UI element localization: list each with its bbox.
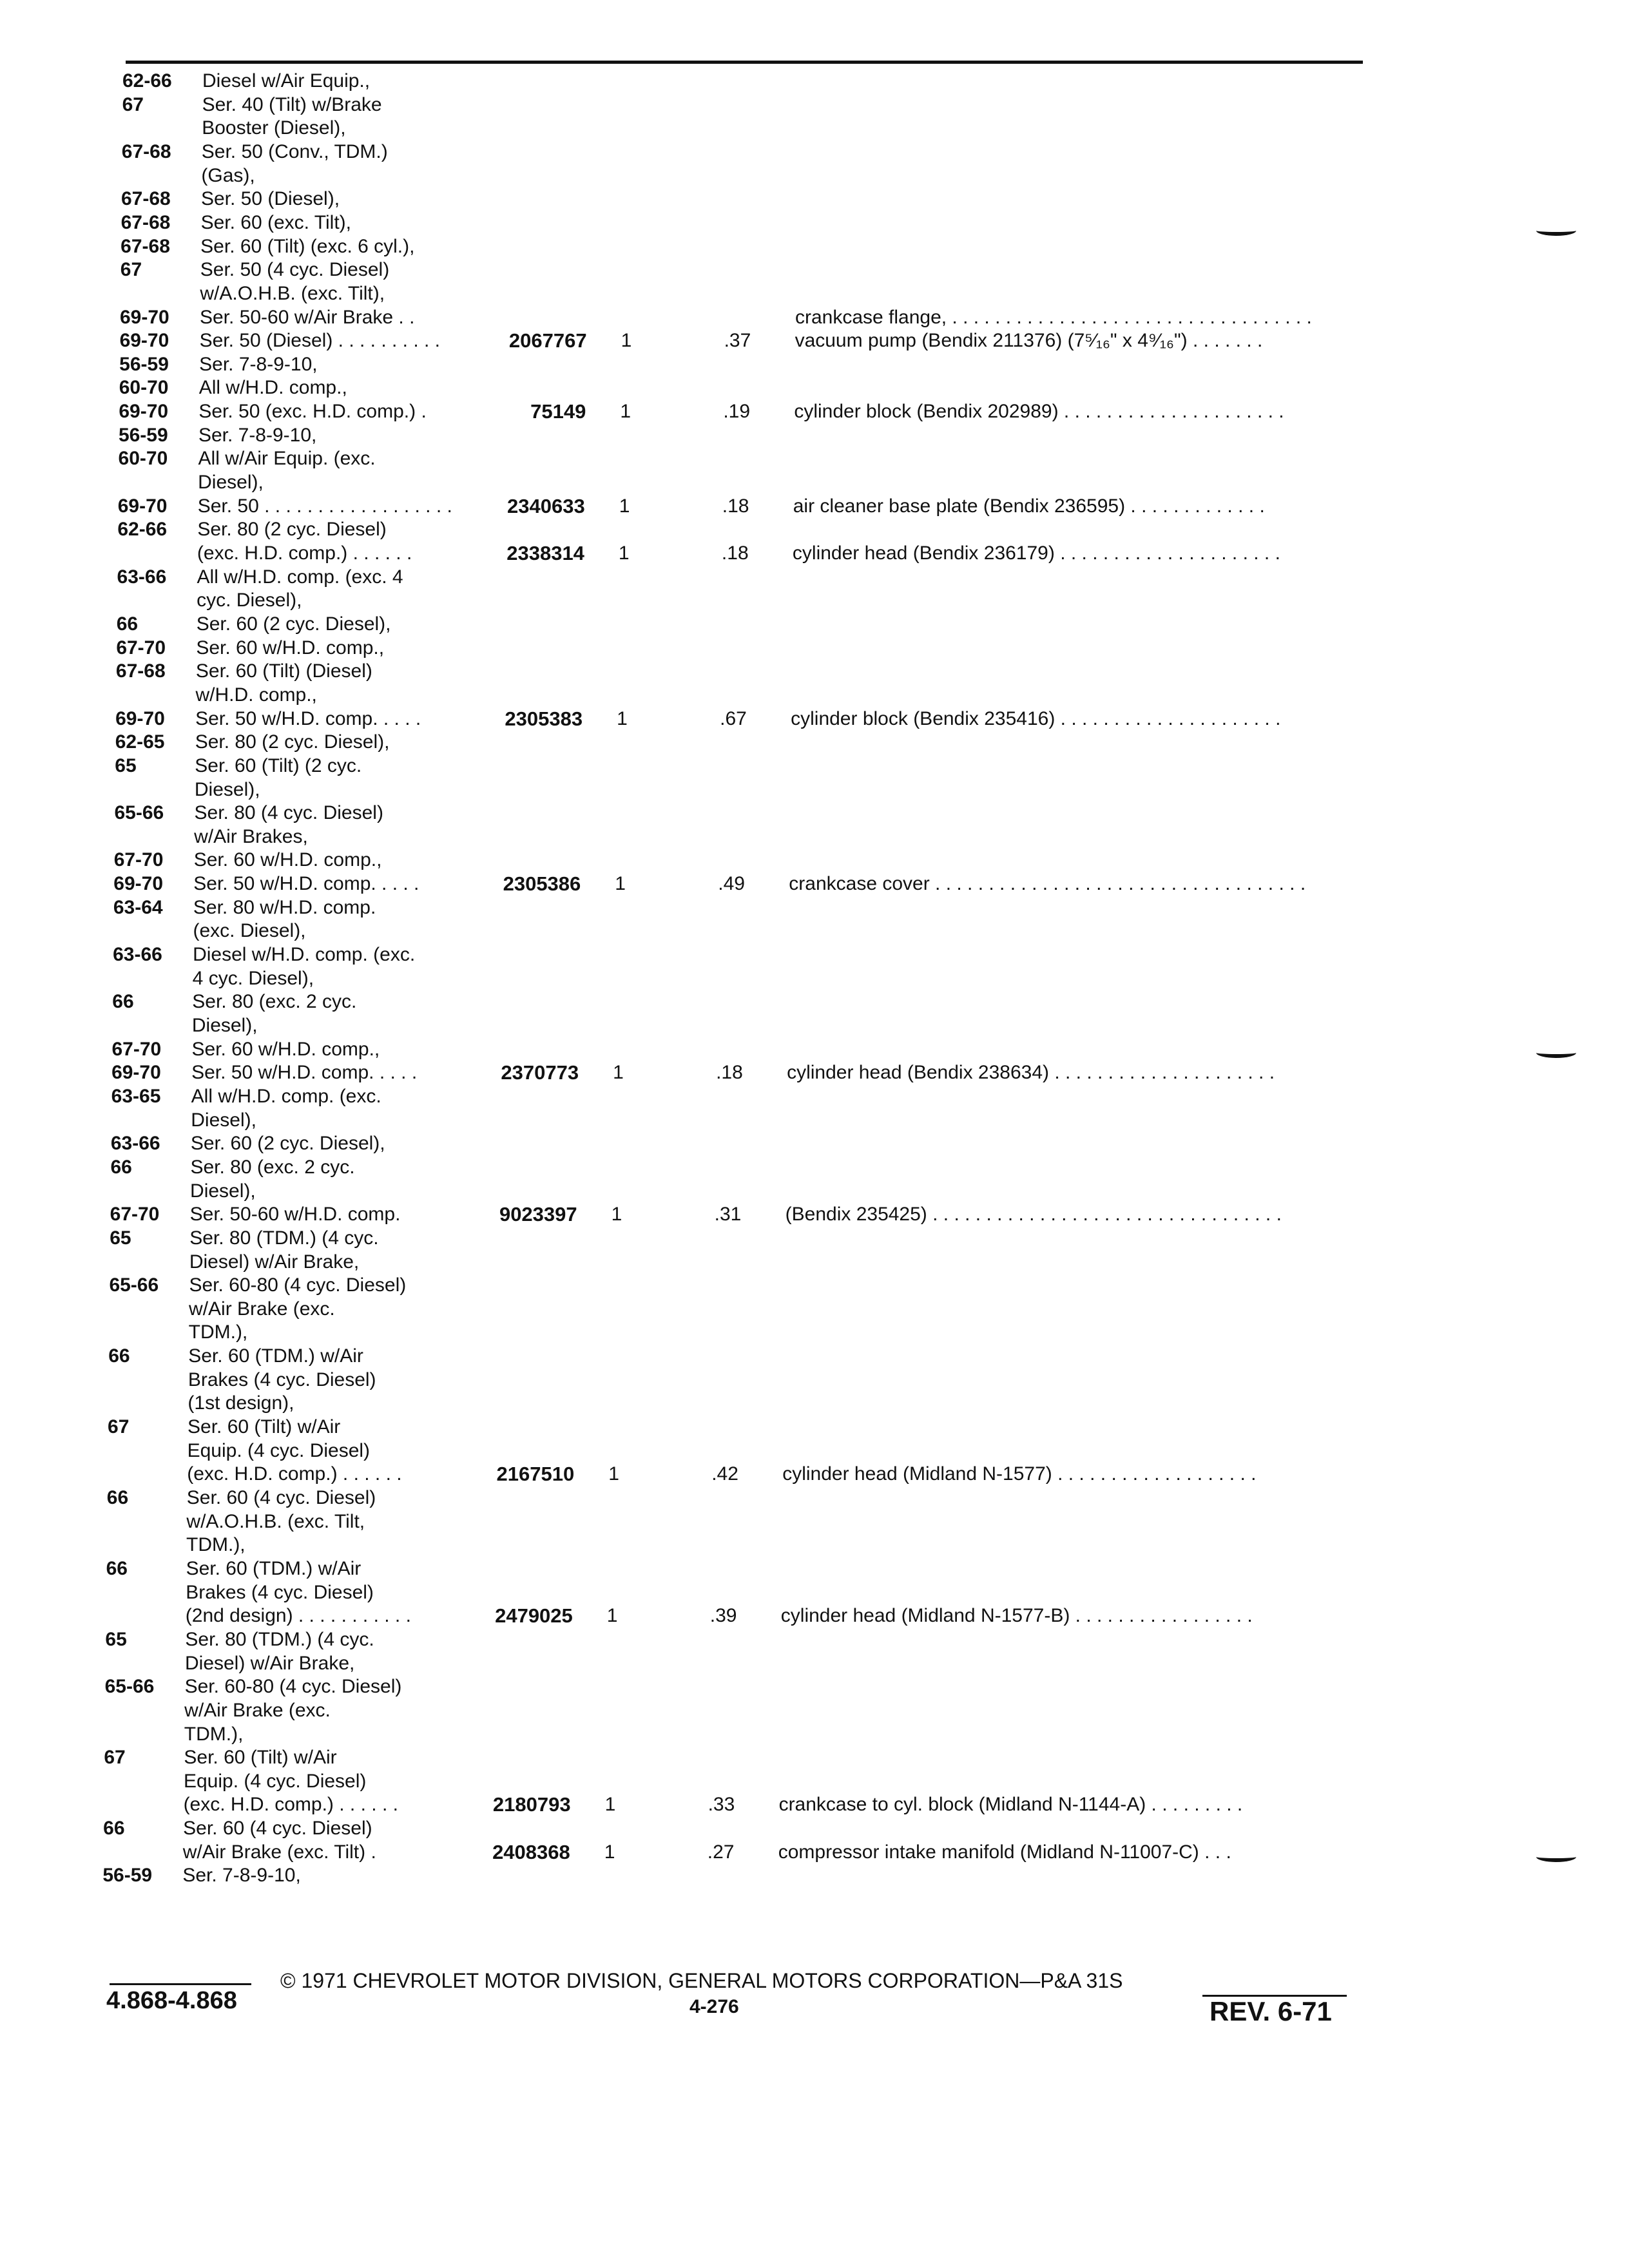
application-text: Ser. 60 w/H.D. comp., (193, 849, 382, 871)
part-number: 2340633 (507, 494, 585, 517)
part-description: air cleaner base plate (Bendix 236595) . . . . . . . . . . . . . (793, 495, 1265, 517)
year-range: 67-70 (110, 1204, 160, 1225)
top-rule (126, 61, 1363, 64)
application-text: Ser. 80 (2 cyc. Diesel), (195, 731, 390, 753)
year-range: 65-66 (109, 1274, 159, 1296)
application-text: Ser. 80 (2 cyc. Diesel) (197, 519, 387, 541)
year-range: 66 (116, 613, 139, 635)
quantity: 1 (613, 1062, 624, 1084)
application-text: w/Air Brakes, (194, 825, 308, 847)
application-text: Ser. 80 w/H.D. comp. (193, 896, 376, 918)
year-range: 69-70 (119, 330, 169, 352)
price: .31 (714, 1204, 742, 1225)
application-text: Ser. 50 (4 cyc. Diesel) (200, 259, 390, 281)
application-text: Ser. 60 (4 cyc. Diesel) (186, 1487, 376, 1508)
part-description: crankcase to cyl. block (Midland N-1144-A) . . . . . . . . . (778, 1794, 1243, 1816)
application-text: Ser. 60 w/H.D. comp., (191, 1038, 380, 1060)
part-description: cylinder head (Bendix 236179) . . . . . . . . . . . . . . . . . . . . . (792, 543, 1280, 564)
application-text: Diesel), (191, 1109, 256, 1131)
application-text: All w/H.D. comp. (exc. 4 (197, 566, 403, 588)
part-number: 2305383 (505, 707, 583, 730)
year-range: 67-68 (120, 235, 170, 257)
application-text: Ser. 7-8-9-10, (198, 424, 317, 446)
quantity: 1 (619, 495, 630, 517)
price: .18 (716, 1062, 743, 1084)
application-text: Ser. 50 (exc. H.D. comp.) . (198, 401, 427, 423)
application-text: Ser. 50 w/H.D. comp. . . . . (191, 1062, 418, 1084)
application-text: Ser. 60 (TDM.) w/Air (188, 1345, 363, 1367)
part-number: 2408368 (492, 1840, 570, 1863)
application-text: Ser. 60 (2 cyc. Diesel), (190, 1133, 385, 1155)
application-text: Ser. 60 (Tilt) (exc. 6 cyl.), (200, 235, 415, 257)
application-text: Ser. 50 (Diesel) . . . . . . . . . . (199, 330, 441, 352)
application-text: Diesel w/H.D. comp. (exc. (193, 944, 416, 966)
part-number: 2067767 (508, 329, 587, 352)
application-text: Ser. 50 w/H.D. comp. . . . . (195, 707, 421, 729)
quantity: 1 (604, 1794, 616, 1816)
year-range: 63-66 (110, 1133, 160, 1155)
application-text: cyc. Diesel), (197, 590, 302, 611)
part-description: cylinder block (Bendix 235416) . . . . . . . . . . . . . . . . . . . . . (791, 707, 1281, 729)
application-text: w/Air Brake (exc. Tilt) . (182, 1841, 376, 1863)
part-number: 2180793 (492, 1793, 571, 1816)
part-number: 2305386 (503, 872, 581, 896)
part-description: cylinder head (Bendix 238634) . . . . . . . . . . . . . . . . . . . . . (787, 1062, 1275, 1084)
application-text: Ser. 50 w/H.D. comp. . . . . (193, 873, 419, 895)
year-range: 62-65 (115, 731, 165, 753)
year-range: 62-66 (122, 70, 172, 91)
application-text: (Gas), (201, 164, 255, 186)
footer-rule-left (110, 1983, 251, 1985)
application-text: Ser. 80 (TDM.) (4 cyc. (185, 1628, 374, 1650)
application-text: Ser. 60 (Tilt) (Diesel) (195, 660, 372, 682)
year-range: 67 (120, 259, 142, 281)
application-text: Diesel), (190, 1180, 256, 1202)
part-number: 2167510 (496, 1463, 575, 1486)
year-range: 67-68 (120, 188, 171, 210)
year-range: 66 (110, 1156, 132, 1178)
year-range: 63-65 (111, 1085, 161, 1107)
application-text: TDM.), (188, 1321, 248, 1343)
price: .19 (723, 401, 751, 423)
application-text: Ser. 60 w/H.D. comp., (196, 637, 385, 658)
part-description: vacuum pump (Bendix 211376) (7⁵⁄₁₆" x 4⁹⁄₁₆") . . . . . . . (795, 330, 1263, 352)
quantity: 1 (620, 401, 631, 423)
year-range: 67 (122, 93, 144, 115)
application-text: (exc. H.D. comp.) . . . . . . (187, 1463, 402, 1485)
application-text: Ser. 60 (Tilt) w/Air (184, 1747, 337, 1769)
application-text: w/A.O.H.B. (exc. Tilt), (200, 282, 385, 304)
year-range: 56-59 (102, 1865, 153, 1887)
year-range: 65 (115, 754, 137, 776)
year-range: 56-59 (119, 353, 169, 375)
page-number: 4-276 (689, 1996, 739, 2017)
year-range: 67-68 (115, 660, 166, 682)
year-range: 63-66 (117, 566, 167, 588)
application-text: Ser. 7-8-9-10, (182, 1865, 301, 1887)
application-text: 4 cyc. Diesel), (192, 967, 314, 989)
quantity: 1 (604, 1841, 615, 1863)
part-number: 2370773 (501, 1061, 579, 1084)
part-description: cylinder head (Midland N-1577-B) . . . . . . . . . . . . . . . . . (780, 1605, 1253, 1627)
application-text: Brakes (4 cyc. Diesel) (186, 1581, 374, 1603)
year-range: 56-59 (118, 424, 168, 446)
year-range: 66 (103, 1818, 125, 1840)
year-range: 67-68 (121, 140, 171, 162)
price: .27 (707, 1841, 735, 1863)
year-range: 67-70 (116, 637, 166, 658)
part-description: compressor intake manifold (Midland N-11007-C) . . . (778, 1841, 1231, 1863)
year-range: 66 (106, 1487, 129, 1508)
part-number: 2479025 (495, 1604, 573, 1628)
application-text: (exc. H.D. comp.) . . . . . . (197, 543, 412, 564)
application-text: Diesel) w/Air Brake, (189, 1251, 360, 1273)
year-range: 65-66 (114, 802, 164, 824)
quantity: 1 (615, 873, 626, 895)
application-text: Ser. 60 (TDM.) w/Air (186, 1557, 361, 1579)
part-number: 75149 (530, 400, 586, 423)
price: .37 (724, 330, 751, 352)
application-text: Ser. 80 (4 cyc. Diesel) (194, 802, 383, 824)
application-text: Ser. 50-60 w/Air Brake . . (199, 306, 415, 328)
application-text: (exc. H.D. comp.) . . . . . . (183, 1794, 398, 1816)
application-text: w/H.D. comp., (195, 684, 317, 706)
year-range: 63-66 (113, 944, 162, 966)
quantity: 1 (618, 543, 630, 564)
application-text: w/Air Brake (exc. (184, 1699, 331, 1721)
application-text: All w/Air Equip. (exc. (198, 448, 376, 470)
year-range: 60-70 (119, 377, 169, 399)
application-text: (2nd design) . . . . . . . . . . . (185, 1605, 411, 1627)
part-number: 9023397 (499, 1203, 577, 1226)
application-text: w/Air Brake (exc. (189, 1298, 335, 1320)
application-text: Ser. 40 (Tilt) w/Brake (202, 93, 382, 115)
application-text: Diesel), (194, 778, 260, 800)
section-code: 4.868-4.868 (106, 1987, 237, 2014)
application-text: Ser. 80 (exc. 2 cyc. (190, 1156, 355, 1178)
year-range: 65 (105, 1628, 127, 1650)
part-description: cylinder head (Midland N-1577) . . . . . . . . . . . . . . . . . . . (782, 1463, 1257, 1485)
year-range: 69-70 (115, 707, 165, 729)
application-text: Diesel) w/Air Brake, (184, 1652, 355, 1674)
application-text: TDM.), (186, 1534, 246, 1556)
application-text: Brakes (4 cyc. Diesel) (188, 1369, 376, 1390)
application-text: Ser. 60 (exc. Tilt), (200, 211, 351, 233)
part-description: crankcase cover . . . . . . . . . . . . . . . . . . . . . . . . . . . . . . . . . . . (789, 873, 1306, 895)
year-range: 69-70 (119, 306, 169, 328)
binding-mark (1536, 1852, 1576, 1862)
part-description: (Bendix 235425) . . . . . . . . . . . . . . . . . . . . . . . . . . . . . . . . . (785, 1204, 1282, 1225)
application-text: Ser. 60 (2 cyc. Diesel), (196, 613, 391, 635)
application-text: All w/H.D. comp., (198, 377, 347, 399)
year-range: 69-70 (113, 873, 164, 895)
year-range: 60-70 (118, 448, 168, 470)
application-text: Equip. (4 cyc. Diesel) (187, 1439, 371, 1461)
application-text: Ser. 50 (Conv., TDM.) (201, 140, 388, 162)
part-number: 2338314 (506, 542, 584, 564)
year-range: 66 (112, 991, 134, 1013)
year-range: 69-70 (111, 1062, 161, 1084)
application-text: Ser. 60 (4 cyc. Diesel) (183, 1818, 372, 1840)
application-text: Ser. 50 . . . . . . . . . . . . . . . . . . (197, 495, 452, 517)
application-text: w/A.O.H.B. (exc. Tilt, (186, 1510, 365, 1532)
year-range: 65-66 (104, 1676, 155, 1698)
year-range: 67 (104, 1747, 126, 1769)
price: .18 (722, 495, 749, 517)
part-description: cylinder block (Bendix 202989) . . . . . . . . . . . . . . . . . . . . . (794, 401, 1284, 423)
quantity: 1 (606, 1605, 618, 1627)
year-range: 67-70 (111, 1038, 162, 1060)
application-text: TDM.), (184, 1723, 244, 1745)
application-text: Ser. 80 (exc. 2 cyc. (192, 991, 357, 1013)
application-text: Diesel w/Air Equip., (202, 70, 371, 91)
quantity: 1 (621, 330, 632, 352)
application-text: Ser. 60-80 (4 cyc. Diesel) (184, 1676, 402, 1698)
application-text: Ser. 60 (Tilt) w/Air (188, 1416, 341, 1438)
binding-mark (1536, 1048, 1576, 1058)
year-range: 69-70 (119, 401, 169, 423)
revision-label: REV. 6-71 (1210, 1996, 1332, 2026)
quantity: 1 (611, 1204, 622, 1225)
copyright-line: © 1971 CHEVROLET MOTOR DIVISION, GENERAL MOTORS CORPORATION—P&A 31S (280, 1969, 1123, 1992)
year-range: 63-64 (113, 896, 163, 918)
application-text: (exc. Diesel), (193, 920, 306, 942)
binding-mark (1536, 226, 1576, 236)
application-text: All w/H.D. comp. (exc. (191, 1085, 381, 1107)
quantity: 1 (608, 1463, 619, 1485)
year-range: 67 (108, 1416, 130, 1438)
price: .67 (720, 707, 747, 729)
price: .49 (718, 873, 745, 895)
application-text: (1st design), (188, 1392, 294, 1414)
price: .39 (709, 1605, 737, 1627)
year-range: 67-68 (120, 211, 171, 233)
application-text: Booster (Diesel), (202, 117, 346, 139)
price: .42 (711, 1463, 738, 1485)
year-range: 65 (110, 1227, 131, 1249)
year-range: 69-70 (117, 495, 168, 517)
year-range: 66 (106, 1557, 128, 1579)
application-text: Ser. 7-8-9-10, (199, 353, 318, 375)
application-text: Ser. 60-80 (4 cyc. Diesel) (189, 1274, 407, 1296)
price: .33 (708, 1794, 735, 1816)
application-text: Ser. 60 (Tilt) (2 cyc. (195, 754, 362, 776)
application-text: Equip. (4 cyc. Diesel) (183, 1770, 367, 1792)
application-text: Diesel), (198, 472, 264, 494)
application-text: Ser. 50 (Diesel), (200, 188, 340, 210)
quantity: 1 (617, 707, 628, 729)
application-text: Ser. 80 (TDM.) (4 cyc. (189, 1227, 379, 1249)
application-text: Ser. 50-60 w/H.D. comp. (189, 1204, 401, 1225)
year-range: 62-66 (117, 519, 168, 541)
year-range: 67-70 (113, 849, 164, 871)
application-text: Diesel), (191, 1015, 258, 1036)
year-range: 66 (108, 1345, 130, 1367)
part-description: crankcase flange, . . . . . . . . . . . . . . . . . . . . . . . . . . . . . . . . . . (795, 306, 1312, 328)
price: .18 (721, 543, 749, 564)
